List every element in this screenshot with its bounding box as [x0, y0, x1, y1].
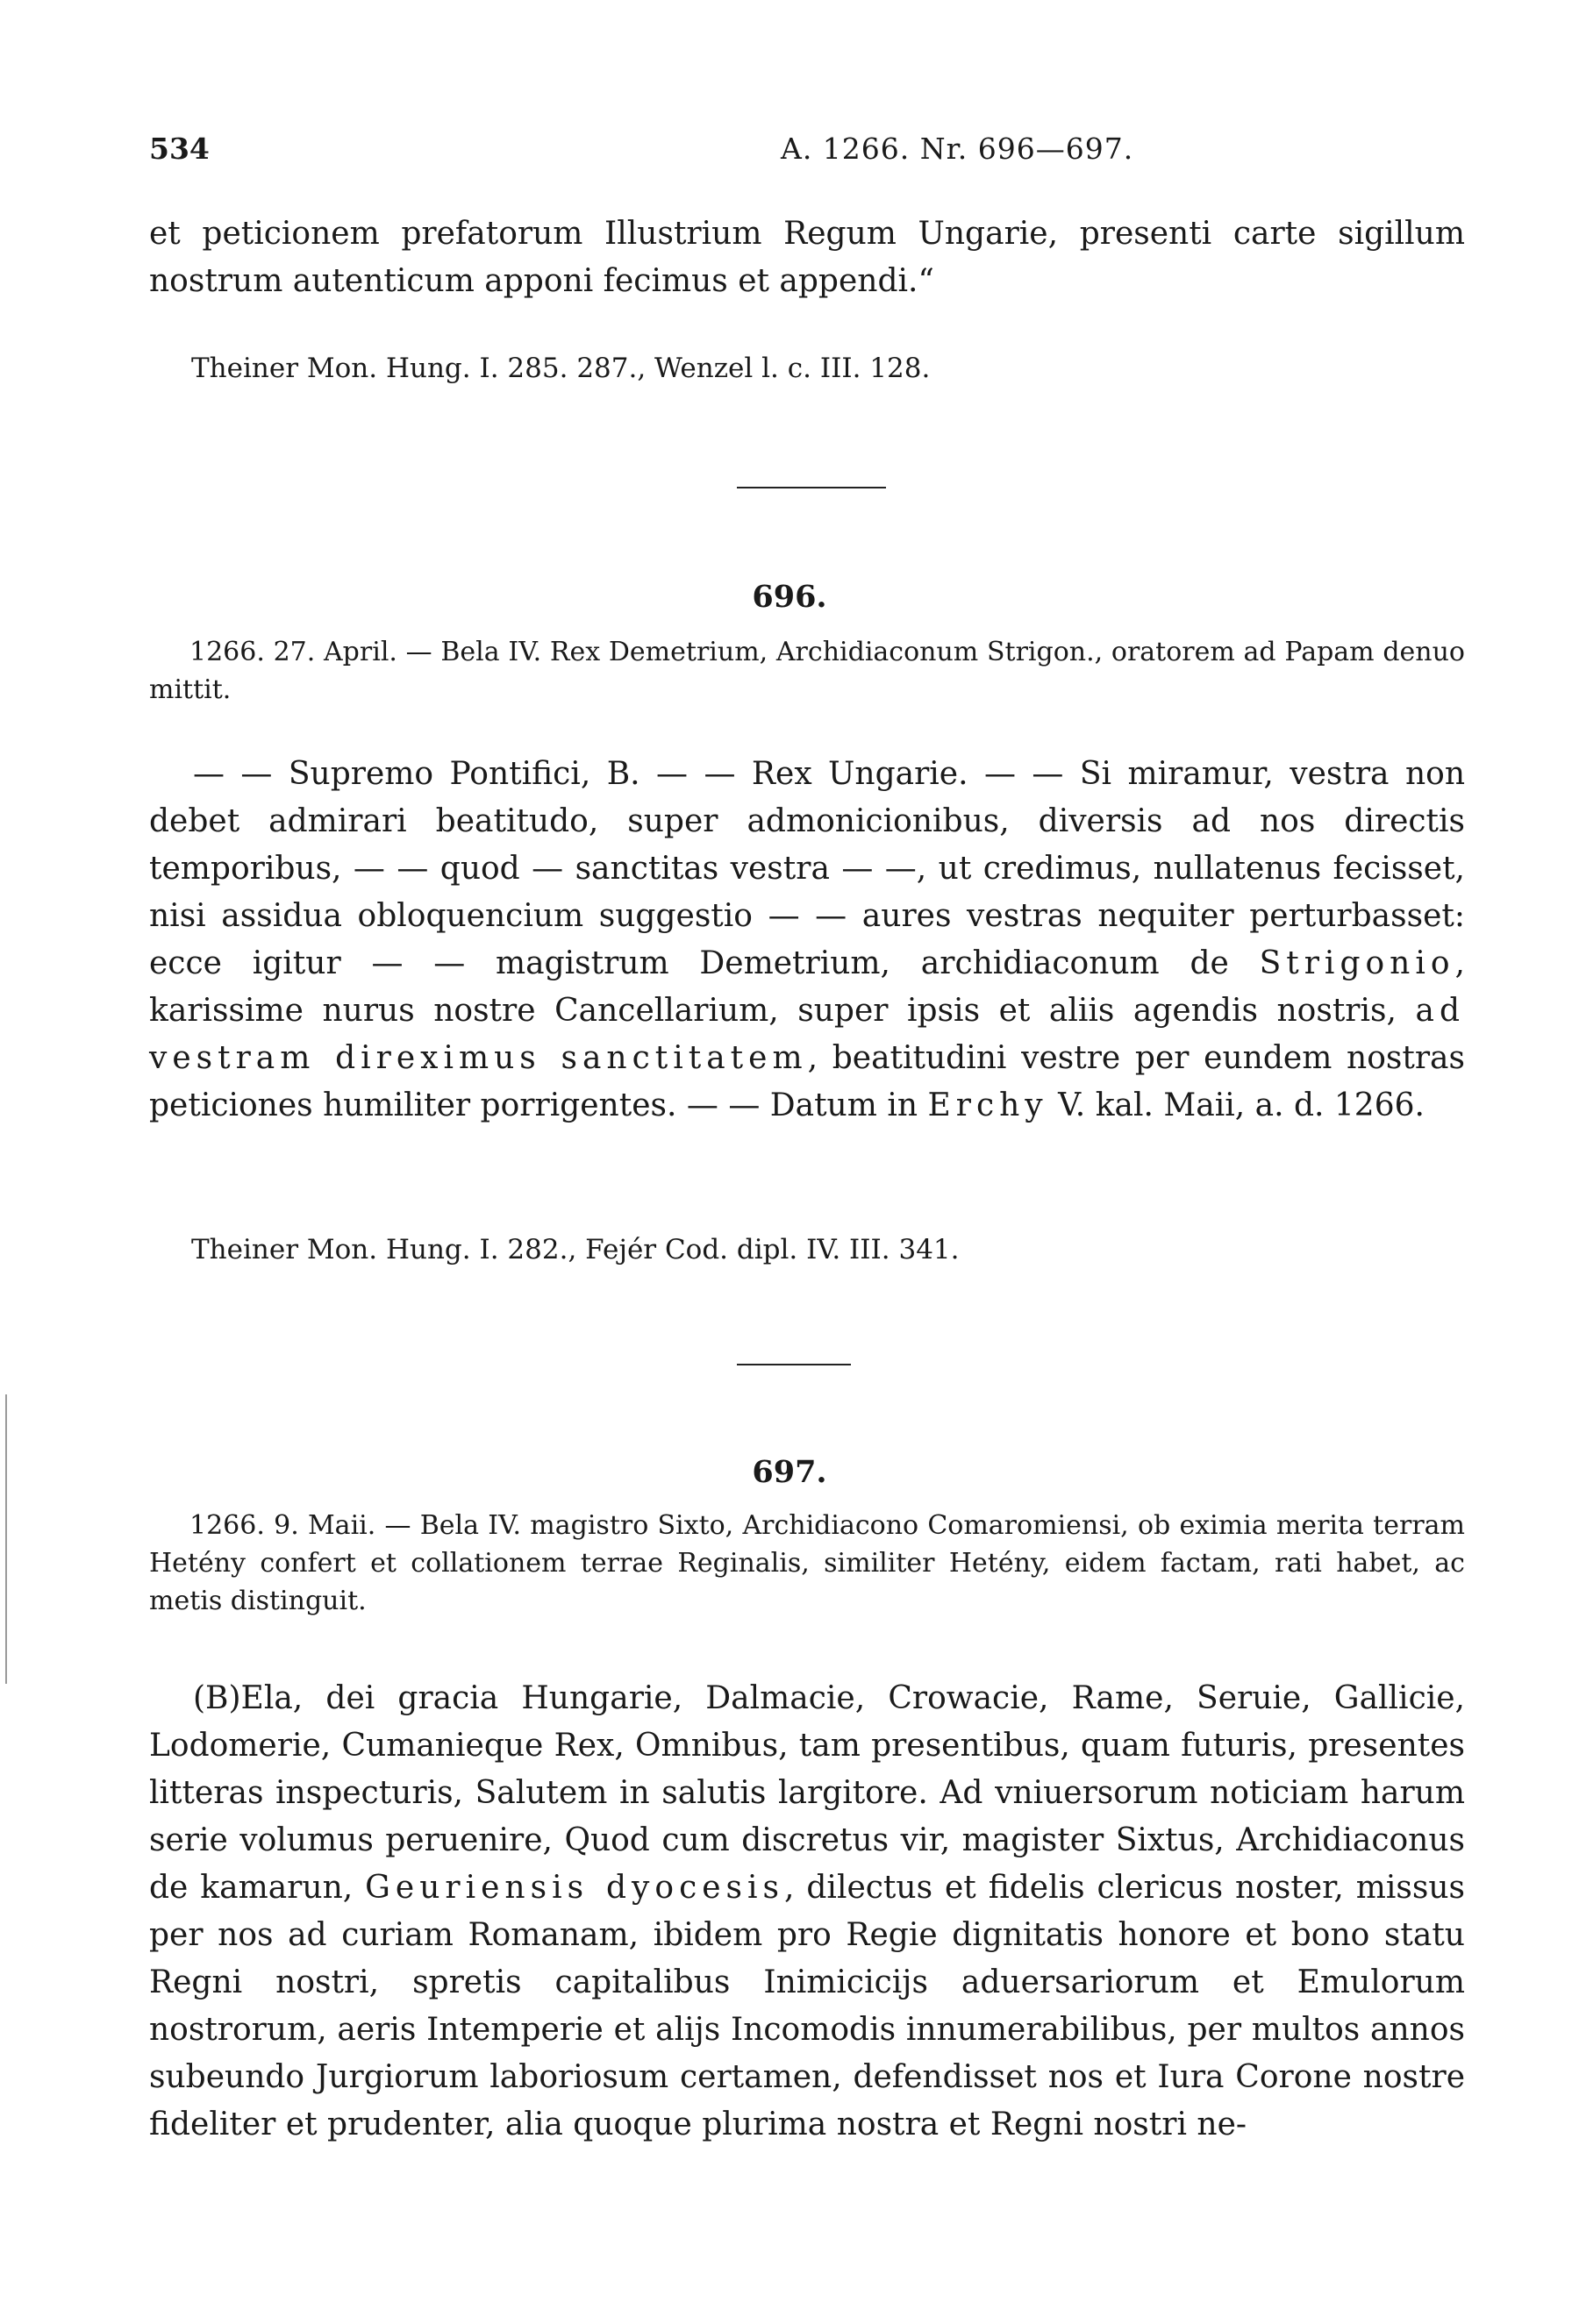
- document-number-696: 696.: [752, 579, 827, 615]
- document-696-text: [149, 751, 1465, 1130]
- regest-696-text: 1266. 27. April. — Bela IV. Rex Demetrium, Archidiaconum Strigon., oratorem ad Papam denuo mittit.: [149, 637, 1465, 705]
- section-divider: [737, 487, 886, 488]
- text-segment: , beatitudini vestre per eundem nostras peticiones humiliter porrigentes. — — Datum in: [149, 1040, 1465, 1123]
- document-696-paragraph: [149, 751, 1465, 1130]
- page-number: 534: [149, 132, 210, 166]
- text-segment: — — Supremo Pontifici, B. — — Rex Ungarie. — — Si miramur, vestra non debet admirari beatitudo, super admonicionibus, diversis ad nos directis temporibus, — — quod — sanctitas vestra — —, ut credimus, nullatenus fecisset, nisi assidua obloquencium suggestio — — aures vestras nequiter perturbasset: ecce igitur — — magistrum Demetrium, archidiaconum de: [149, 756, 1465, 981]
- document-697-text: [149, 1675, 1465, 2149]
- text-segment: , dilectus et fidelis clericus noster, missus per nos ad curiam Romanam, ibidem pro Regie dignitatis honore et bono statu Regni nostri, spretis capitalibus Inimicicijs aduersariorum et Emulorum nostrorum, aeris Intemperie et alijs Incomodis innumerabilibus, per multos annos subeundo Jurgiorum laboriosum certamen, defendisset nos et Iura Corone nostre fideliter et prudenter, alia quoque plurima nostra et Regni nostri ne-: [149, 1870, 1465, 2142]
- page-header: [149, 132, 1456, 175]
- previous-document-text: et peticionem prefatorum Illustrium Regum Ungarie, presenti carte sigillum nostrum autenticum apponi fecimus et appendi.“: [149, 216, 1465, 299]
- regest-696: [149, 633, 1465, 709]
- section-divider: [737, 1364, 851, 1365]
- text-segment: V. kal. Maii, a. d. 1266.: [1047, 1087, 1425, 1123]
- document-number-697: 697.: [752, 1454, 827, 1490]
- scan-margin-line: [5, 1394, 7, 1684]
- spaced-diocese-name: Geuriensis dyocesis: [365, 1870, 784, 1906]
- spaced-place-name: Erchy: [927, 1087, 1048, 1123]
- regest-697-text: 1266. 9. Maii. — Bela IV. magistro Sixto, Archidiacono Comaromiensi, ob eximia merita terram Hetény confert et collationem terrae Reginalis, similiter Hetény, eidem factam, rati habet, ac metis distinguit.: [149, 1510, 1465, 1616]
- regest-697: [149, 1507, 1465, 1620]
- text-segment: (B)Ela, dei gracia Hungarie, Dalmacie, Crowacie, Rame, Seruie, Gallicie, Lodomerie, Cumanieque Rex, Omnibus, tam presentibus, quam futuris, presentes litteras inspecturis, Salutem in salutis largitore. Ad vniuersorum noticiam harum serie volumus peruenire, Quod cum discretus vir, magister Sixtus, Archidiaconus de kamarun,: [149, 1680, 1465, 1906]
- previous-document-closing: [149, 210, 1465, 305]
- previous-document-source: Theiner Mon. Hung. I. 285. 287., Wenzel l. c. III. 128.: [191, 353, 931, 384]
- running-head: A. 1266. Nr. 696—697.: [781, 132, 1134, 166]
- text-segment: , karissime nurus nostre Cancellarium, super ipsis et aliis agendis nostris,: [149, 945, 1465, 1029]
- spaced-place-name: Strigonio: [1259, 945, 1455, 981]
- document-697-paragraph: [149, 1675, 1465, 2149]
- spaced-phrase: ad vestram direximus sanctitatem: [149, 993, 1465, 1076]
- document-696-source: Theiner Mon. Hung. I. 282., Fejér Cod. dipl. IV. III. 341.: [191, 1234, 960, 1265]
